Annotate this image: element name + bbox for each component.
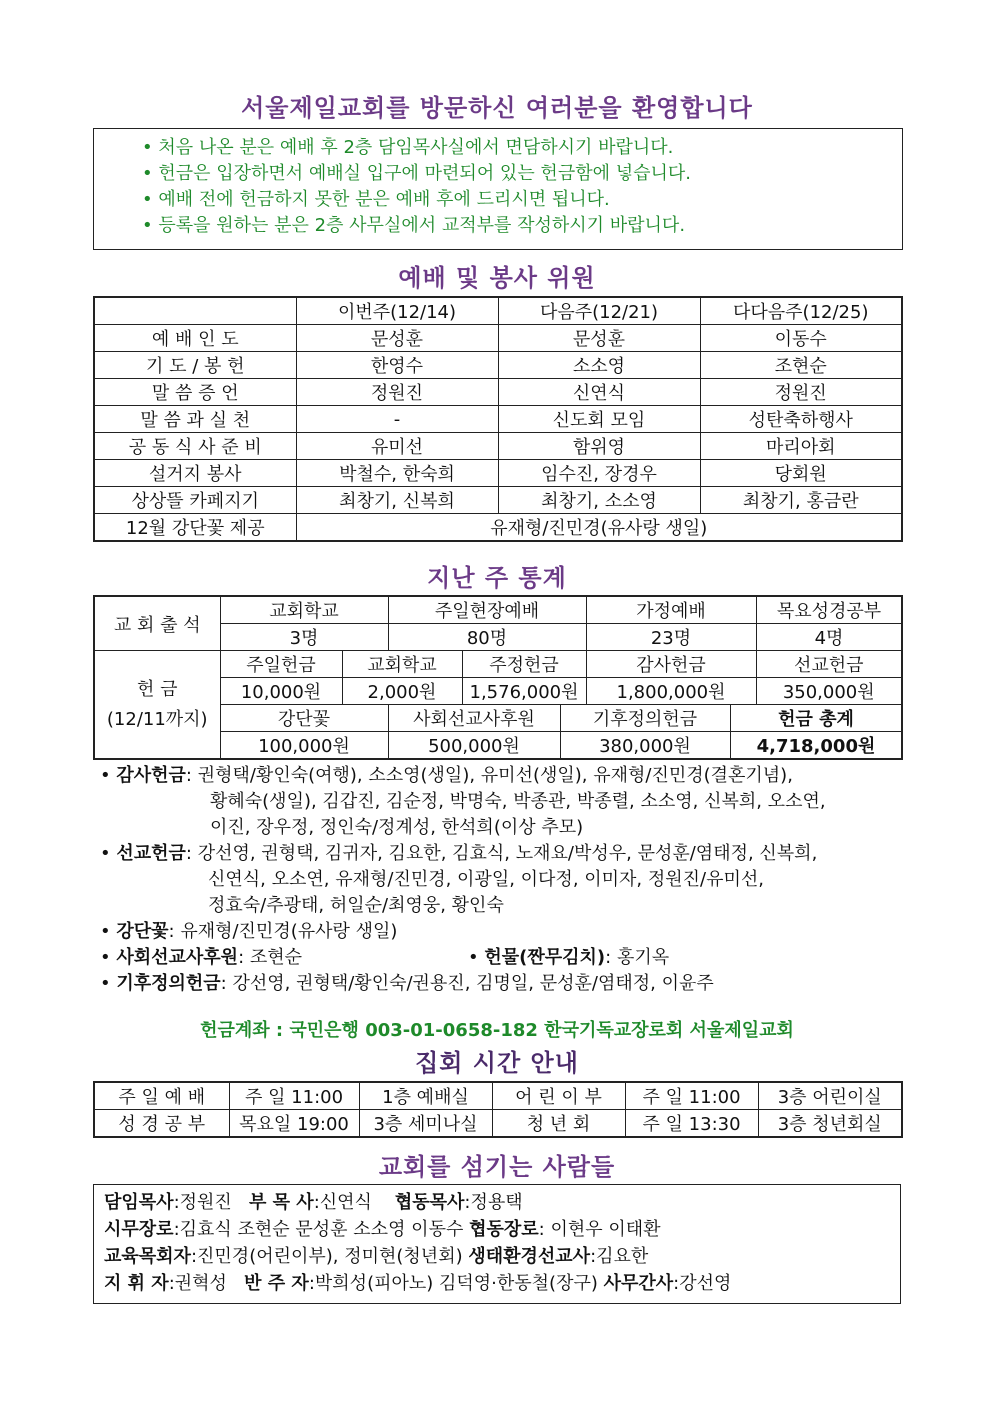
duty-role: 말 씀 증 언 [94, 379, 296, 406]
staff-label: 교육목회자 [104, 1246, 191, 1267]
schedule-cell: 3층 세미나실 [359, 1110, 492, 1138]
schedule-cell: 주 일 13:30 [625, 1110, 758, 1138]
schedule-title: 집회 시간 안내 [415, 1049, 579, 1077]
stats-table [93, 595, 903, 760]
offering-value: 10,000원 [220, 678, 342, 705]
staff-value: 김요한 [596, 1246, 649, 1267]
duty-cell: 이동수 [700, 325, 902, 352]
attendance-value: 80명 [388, 624, 586, 651]
staff-value: 정용택 [470, 1192, 523, 1213]
duty-cell: 소소영 [498, 352, 700, 379]
schedule-cell: 3층 어린이실 [758, 1082, 902, 1110]
social-value: 조현순 [249, 947, 303, 968]
offering-total-header: 헌금 총계 [730, 705, 902, 732]
offering-value: 350,000원 [756, 678, 902, 705]
schedule-cell: 어 린 이 부 [492, 1082, 625, 1110]
schedule-cell: 주 일 11:00 [229, 1082, 359, 1110]
duty-role: 공 동 식 사 준 비 [94, 433, 296, 460]
duty-cell: 문성훈 [296, 325, 498, 352]
duty-cell: 유미선 [296, 433, 498, 460]
duty-role: 상상뜰 카페지기 [94, 487, 296, 514]
welcome-title: 서울제일교회를 방문하신 여러분을 환영합니다 [241, 94, 753, 122]
staff-value: 박희성(피아노) 김덕영·한동철(장구) [314, 1273, 598, 1294]
staff-label: 협동장로 [469, 1219, 539, 1240]
schedule-table [93, 1081, 903, 1138]
duty-cell: 함위영 [498, 433, 700, 460]
thanks-line: 황혜숙(생일), 김갑진, 김순정, 박명숙, 박종관, 박종렬, 소소영, 신복희, 오소연, [210, 791, 826, 812]
duty-cell: 당회원 [700, 460, 902, 487]
offering-value: 2,000원 [342, 678, 462, 705]
offering-total-value: 4,718,000원 [730, 732, 902, 760]
schedule-cell: 1층 예배실 [359, 1082, 492, 1110]
duty-cell: - [296, 406, 498, 433]
mission-line: 신연식, 오소연, 유재형/진민경, 이광일, 이다정, 이미자, 정원진/유미선, [208, 869, 764, 890]
staff-value: 강선영 [679, 1273, 732, 1294]
staff-value: 진민경(어린이부), 정미현(청년회) [197, 1246, 463, 1267]
offering-value: 500,000원 [388, 732, 560, 760]
attendance-label: 교 회 출 석 [94, 596, 220, 651]
account-info: 헌금계좌 : 국민은행 003-01-0658-182 한국기독교장로회 서울제일교회 [200, 1020, 794, 1041]
duty-role: 말 씀 과 실 천 [94, 406, 296, 433]
welcome-box [93, 128, 903, 250]
flower-value: 유재형/진민경(유사랑 생일) [296, 514, 902, 542]
schedule-cell: 청 년 회 [492, 1110, 625, 1138]
social-label: 사회선교사후원 [116, 947, 239, 968]
thanks-label: 감사헌금 [116, 765, 186, 786]
duty-cell: 성탄축하행사 [700, 406, 902, 433]
staff-value: 정원진 [179, 1192, 232, 1213]
duty-cell: 최창기, 홍금란 [700, 487, 902, 514]
staff-value: 신연식 [319, 1192, 372, 1213]
duty-header: 다음주(12/21) [498, 297, 700, 325]
welcome-item: • 처음 나온 분은 예배 후 2층 담임목사실에서 면담하시기 바랍니다. [142, 135, 902, 161]
offering-value: 1,800,000원 [586, 678, 756, 705]
kimchi-label: 헌물(짠무김치) [484, 947, 606, 968]
staff-box: 담임목사:정원진 부 목 사:신연식 협동목사:정용택 시무장로:김효식 조현순 문성훈 소소영 이동수 협동장로: 이현우 이태환 교육목회자:진민경(어린이부), 정미현(청년회) 생태환경선교사:김요한 지 휘 자:권혁성 반 주 자:박희성(피아노) 김덕영·한동철(장구) 사무간사:강선영 [93, 1184, 901, 1304]
stats-title: 지난 주 통계 [427, 564, 567, 592]
offering-header: 교회학교 [342, 651, 462, 678]
offering-header: 기후정의헌금 [560, 705, 730, 732]
flower-donor-label: 강단꽃 [116, 921, 169, 942]
donor-list: • 감사헌금: 권형택/황인숙(여행), 소소영(생일), 유미선(생일), 유재형/진민경(결혼기념), 황혜숙(생일), 김갑진, 김순정, 박명숙, 박종관, 박종렬, 소소영, 신복희, 오소연, 이진, 장우정, 정인숙/정계성, 한석희(이상 추모) • 선교헌금: 강선영, 권형택, 김귀자, 김요한, 김효식, 노재요/박성우, 문성훈/염태정, 신복희, 신연식, 오소연, 유재형/진민경, 이광일, 이다정, 이미자, 정원진/유미선, 정효숙/추광태, 허일순/최영웅, 황인숙 • 강단꽃: 유재형/진민경(유사랑 생일) • 사회선교사후원: 조현순 • 헌물(짠무김치): 홍기옥 • 기후정의헌금: 강선영, 권형택/황인숙/권용진, 김명일, 문성훈/염태정, 이윤주 [100, 763, 920, 997]
duty-cell: 박철수, 한숙희 [296, 460, 498, 487]
attendance-header: 주일현장예배 [388, 596, 586, 624]
schedule-cell: 주 일 11:00 [625, 1082, 758, 1110]
staff-label: 담임목사 [104, 1192, 174, 1213]
flower-label: 12월 강단꽃 제공 [94, 514, 296, 542]
welcome-item: • 헌금은 입장하면서 예배실 입구에 마련되어 있는 헌금함에 넣습니다. [142, 161, 902, 187]
attendance-header: 목요성경공부 [756, 596, 902, 624]
attendance-value: 23명 [586, 624, 756, 651]
kimchi-value: 홍기옥 [616, 947, 670, 968]
attendance-value: 3명 [220, 624, 388, 651]
duty-cell: 임수진, 장경우 [498, 460, 700, 487]
mission-line: 정효숙/추광태, 허일순/최영웅, 황인숙 [208, 895, 504, 916]
duty-cell: 조현순 [700, 352, 902, 379]
offering-header: 주일헌금 [220, 651, 342, 678]
offering-date: (12/11까지) [106, 708, 208, 730]
thanks-line: 권형택/황인숙(여행), 소소영(생일), 유미선(생일), 유재형/진민경(결혼기념), [197, 765, 793, 786]
duty-header: 다다음주(12/25) [700, 297, 902, 325]
staff-value: 이현우 이태환 [550, 1219, 661, 1240]
duty-cell: 한영수 [296, 352, 498, 379]
duty-cell: 정원진 [700, 379, 902, 406]
offering-header: 주정헌금 [462, 651, 586, 678]
offering-header: 감사헌금 [586, 651, 756, 678]
offering-value: 1,576,000원 [462, 678, 586, 705]
attendance-header: 가정예배 [586, 596, 756, 624]
staff-value: 김효식 조현순 문성훈 소소영 이동수 [179, 1219, 464, 1240]
welcome-item: • 등록을 원하는 분은 2층 사무실에서 교적부를 작성하시기 바랍니다. [142, 213, 902, 239]
staff-label: 반 주 자 [244, 1273, 309, 1294]
schedule-cell: 목요일 19:00 [229, 1110, 359, 1138]
staff-label: 부 목 사 [248, 1192, 314, 1213]
mission-label: 선교헌금 [116, 843, 186, 864]
offering-header: 사회선교사후원 [388, 705, 560, 732]
offering-header: 강단꽃 [220, 705, 388, 732]
duty-header: 이번주(12/14) [296, 297, 498, 325]
thanks-line: 이진, 장우정, 정인숙/정계성, 한석희(이상 추모) [210, 817, 584, 838]
duty-cell: 문성훈 [498, 325, 700, 352]
schedule-cell: 주 일 예 배 [94, 1082, 229, 1110]
staff-label: 협동목사 [394, 1192, 465, 1213]
climate-label: 기후정의헌금 [116, 973, 221, 994]
staff-label: 지 휘 자 [104, 1273, 169, 1294]
schedule-cell: 성 경 공 부 [94, 1110, 229, 1138]
staff-value: 권혁성 [174, 1273, 227, 1294]
attendance-header: 교회학교 [220, 596, 388, 624]
staff-label: 생태환경선교사 [468, 1246, 591, 1267]
staff-label: 시무장로 [104, 1219, 174, 1240]
duty-role: 기 도 / 봉 헌 [94, 352, 296, 379]
mission-line: 강선영, 권형택, 김귀자, 김요한, 김효식, 노재요/박성우, 문성훈/염태정, 신복희, [197, 843, 818, 864]
welcome-item: • 예배 전에 헌금하지 못한 분은 예배 후에 드리시면 됩니다. [142, 187, 902, 213]
duty-role: 예 배 인 도 [94, 325, 296, 352]
offering-label: 헌 금 [137, 678, 178, 700]
duty-table [93, 296, 903, 542]
duty-role: 설거지 봉사 [94, 460, 296, 487]
duty-header [94, 297, 296, 325]
climate-value: 강선영, 권형택/황인숙/권용진, 김명일, 문성훈/염태정, 이윤주 [232, 973, 714, 994]
offering-value: 380,000원 [560, 732, 730, 760]
duty-title: 예배 및 봉사 위원 [398, 264, 596, 292]
offering-label-cell [94, 651, 220, 760]
duty-cell: 최창기, 소소영 [498, 487, 700, 514]
flower-donor-value: 유재형/진민경(유사랑 생일) [180, 921, 398, 942]
staff-label: 사무간사 [603, 1273, 674, 1294]
offering-value: 100,000원 [220, 732, 388, 760]
duty-cell: 신도회 모임 [498, 406, 700, 433]
schedule-cell: 3층 청년회실 [758, 1110, 902, 1138]
duty-cell: 최창기, 신복희 [296, 487, 498, 514]
attendance-value: 4명 [756, 624, 902, 651]
duty-cell: 마리아회 [700, 433, 902, 460]
staff-title: 교회를 섬기는 사람들 [378, 1153, 616, 1181]
duty-cell: 신연식 [498, 379, 700, 406]
offering-header: 선교헌금 [756, 651, 902, 678]
duty-cell: 정원진 [296, 379, 498, 406]
